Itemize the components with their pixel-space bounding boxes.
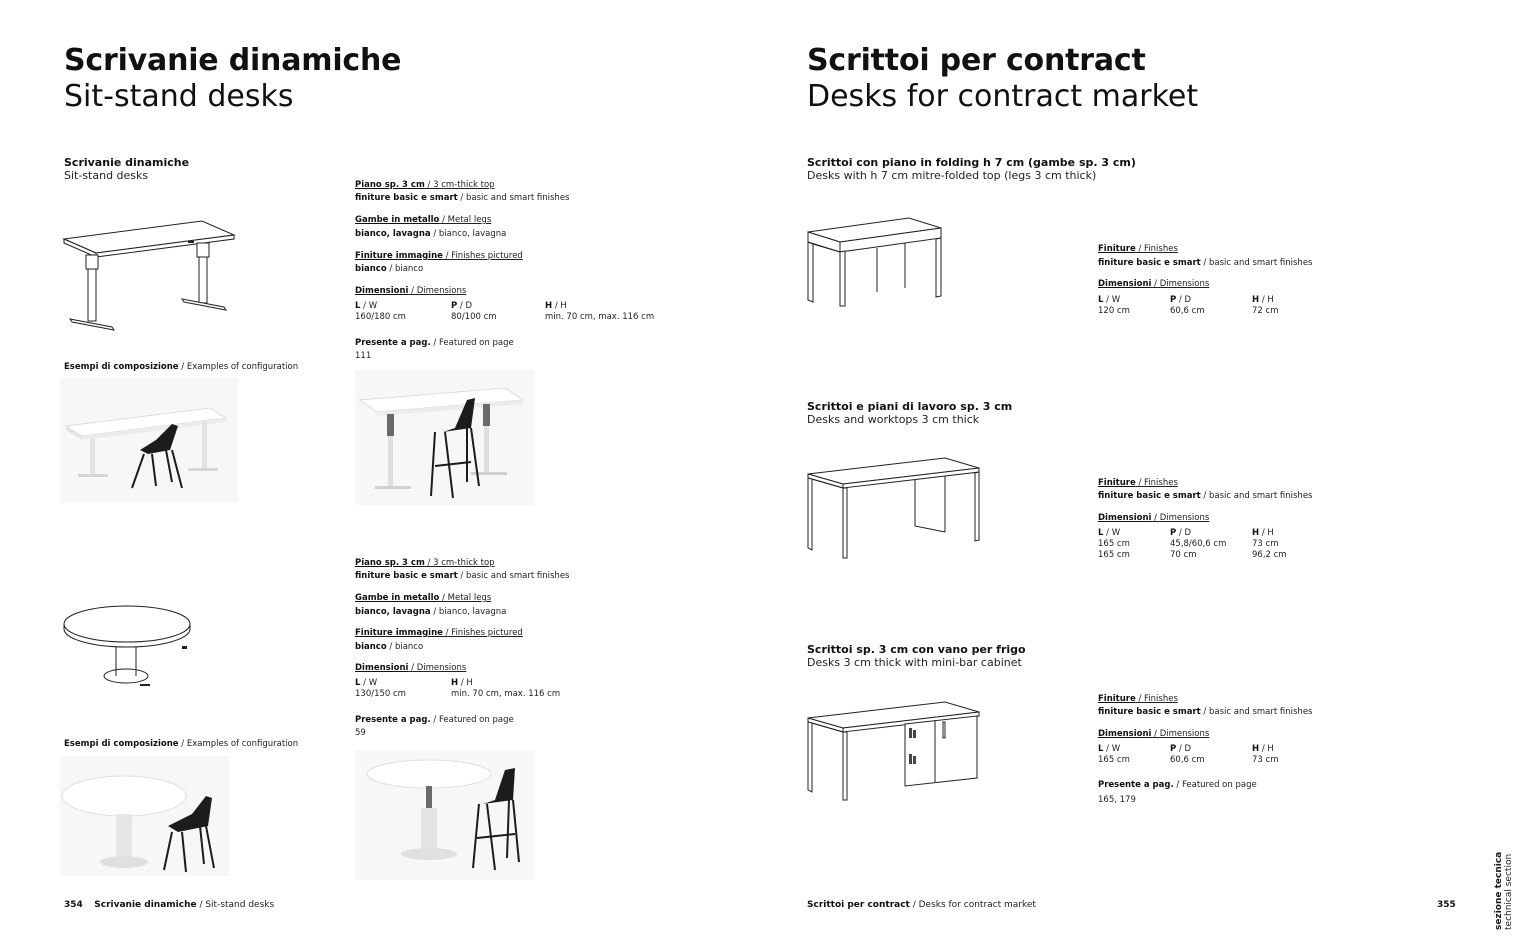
r2-finishes-value: finiture basic e smart / basic and smart finishes [1098,491,1313,501]
left-footer: 354 Scrivanie dinamiche / Sit-stand desks [64,900,275,910]
r2-dim-d-value-1: 45,8/60,6 cm [1170,539,1227,549]
p2-finish-spec: finiture basic e smart / basic and smart finishes [355,571,570,581]
r2-dim-w-value-1: 165 cm [1098,539,1130,549]
p2-legs-value: bianco, lavagna / bianco, lavagna [355,607,507,617]
r3-dimensions-heading: Dimensioni / Dimensions [1098,729,1210,739]
right-page-number: 355 [1437,900,1456,910]
r1-dim-h-value: 72 cm [1252,306,1279,316]
r2-dim-h-value-1: 73 cm [1252,539,1279,549]
p2-example-photo-1 [60,756,230,876]
r1-finishes-value: finiture basic e smart / basic and smart finishes [1098,258,1313,268]
r3-subtitle: Desks 3 cm thick with mini-bar cabinet [807,656,1022,669]
r3-dim-h-header: H / H [1252,744,1274,754]
p2-top-spec: Piano sp. 3 cm / 3 cm-thick top [355,558,495,568]
r3-featured-heading: Presente a pag. / Featured on page [1098,780,1257,790]
p2-example-photo-2 [355,750,535,880]
p1-featured-heading: Presente a pag. / Featured on page [355,338,514,348]
p1-finish-spec: finiture basic e smart / basic and smart finishes [355,193,570,203]
r1-dim-w-header: L / W [1098,295,1121,305]
side-tab-line-1: sezione tecnica [1494,851,1504,930]
r1-title: Scrittoi con piano in folding h 7 cm (gambe sp. 3 cm) [807,156,1136,169]
r3-finishes-heading: Finiture / Finishes [1098,694,1178,704]
p1-pictured-value: bianco / bianco [355,264,424,274]
side-tab-line-2: technical section [1504,853,1514,930]
p2-dim-w-value: 130/150 cm [355,689,406,699]
p2-examples-label: Esempi di composizione / Examples of configuration [64,739,299,749]
r1-dimensions-heading: Dimensioni / Dimensions [1098,279,1210,289]
p2-dim-h-value: min. 70 cm, max. 116 cm [451,689,561,699]
r1-dim-h-header: H / H [1252,295,1274,305]
r1-finishes-heading: Finiture / Finishes [1098,244,1178,254]
minibar-desk-drawing [805,698,985,804]
left-section-title: Scrivanie dinamiche [64,156,190,169]
r2-title: Scrittoi e piani di lavoro sp. 3 cm [807,400,1013,413]
r3-dim-w-header: L / W [1098,744,1121,754]
p1-legs-value: bianco, lavagna / bianco, lavagna [355,229,507,239]
p1-dim-h-value: min. 70 cm, max. 116 cm [545,312,655,322]
right-footer: Scrittoi per contract / Desks for contract market [807,900,1036,910]
r2-dim-d-value-2: 70 cm [1170,550,1197,560]
r2-dim-w-value-2: 165 cm [1098,550,1130,560]
r2-dim-h-value-2: 96,2 cm [1252,550,1287,560]
r2-dim-d-header: P / D [1170,528,1192,538]
r2-dim-w-header: L / W [1098,528,1121,538]
r3-dim-d-header: P / D [1170,744,1192,754]
section-side-tab [1494,852,1514,930]
left-page-subtitle: Sit-stand desks [64,79,294,114]
p1-dimensions-heading: Dimensioni / Dimensions [355,286,467,296]
p1-examples-label: Esempi di composizione / Examples of configuration [64,362,299,372]
p2-dimensions-heading: Dimensioni / Dimensions [355,663,467,673]
r2-dim-h-header: H / H [1252,528,1274,538]
r1-dim-w-value: 120 cm [1098,306,1130,316]
r2-dimensions-heading: Dimensioni / Dimensions [1098,513,1210,523]
r2-subtitle: Desks and worktops 3 cm thick [807,413,980,426]
p1-example-photo-2 [355,370,535,505]
p1-dim-w-header: L / W [355,301,378,311]
p1-dim-d-value: 80/100 cm [451,312,497,322]
folding-desk-drawing [805,214,945,310]
right-page-subtitle: Desks for contract market [807,79,1199,114]
sit-stand-desk-drawing [60,215,240,335]
worktop-desk-drawing [805,454,985,562]
r3-dim-h-value: 73 cm [1252,755,1279,765]
r2-finishes-heading: Finiture / Finishes [1098,478,1178,488]
p1-dim-w-value: 160/180 cm [355,312,406,322]
p2-pictured-heading: Finiture immagine / Finishes pictured [355,628,523,638]
r3-featured-value: 165, 179 [1098,795,1136,805]
p1-top-spec: Piano sp. 3 cm / 3 cm-thick top [355,180,495,190]
p1-legs-heading: Gambe in metallo / Metal legs [355,215,492,225]
r1-dim-d-header: P / D [1170,295,1192,305]
p2-featured-heading: Presente a pag. / Featured on page [355,715,514,725]
r3-finishes-value: finiture basic e smart / basic and smart finishes [1098,707,1313,717]
r1-dim-d-value: 60,6 cm [1170,306,1205,316]
p2-dim-w-header: L / W [355,678,378,688]
left-section-subtitle: Sit-stand desks [64,169,149,182]
p1-featured-value: 111 [355,351,372,361]
r3-dim-d-value: 60,6 cm [1170,755,1205,765]
p2-pictured-value: bianco / bianco [355,642,424,652]
right-page-title: Scrittoi per contract [807,43,1146,78]
p1-dim-h-header: H / H [545,301,567,311]
p1-pictured-heading: Finiture immagine / Finishes pictured [355,251,523,261]
r3-title: Scrittoi sp. 3 cm con vano per frigo [807,643,1026,656]
p2-dim-h-header: H / H [451,678,473,688]
left-page-title: Scrivanie dinamiche [64,43,402,78]
r1-subtitle: Desks with h 7 cm mitre-folded top (legs 3 cm thick) [807,169,1097,182]
p1-dim-d-header: P / D [451,301,473,311]
round-sit-stand-table-drawing [62,602,242,712]
p1-example-photo-1 [60,378,238,503]
r3-dim-w-value: 165 cm [1098,755,1130,765]
p2-legs-heading: Gambe in metallo / Metal legs [355,593,492,603]
p2-featured-value: 59 [355,728,366,738]
